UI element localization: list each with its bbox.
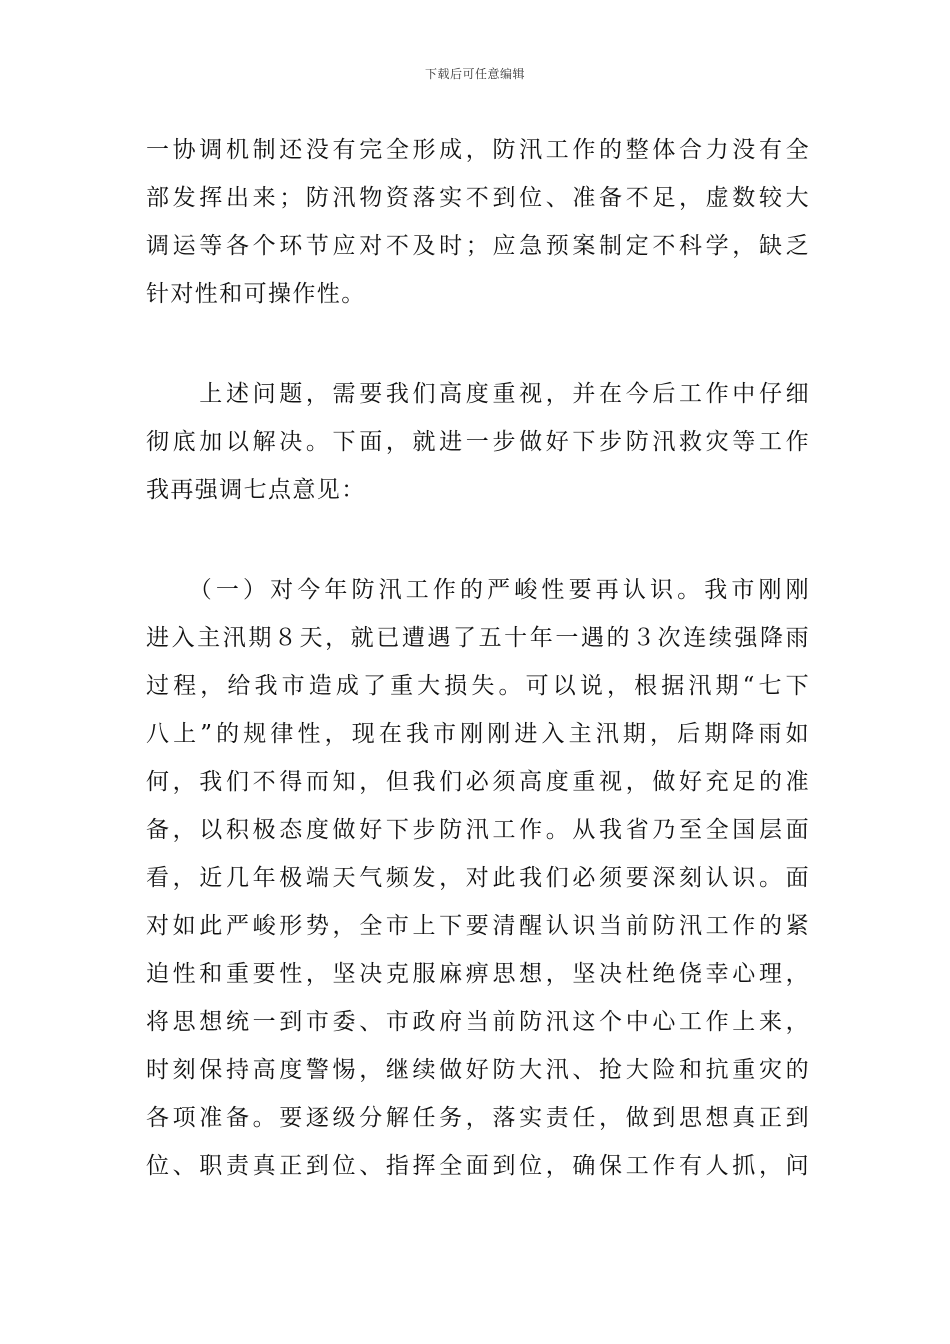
text-line: 一协调机制还没有完全形成，防汛工作的整体合力没有全 bbox=[146, 137, 810, 163]
page-header: 下载后可任意编辑 bbox=[424, 67, 525, 81]
document-body bbox=[146, 126, 810, 1238]
text-line: 时刻保持高度警惕，继续做好防大汛、抢大险和抗重灾的 bbox=[146, 1057, 810, 1083]
text-line: 何，我们不得而知，但我们必须高度重视，做好充足的准 bbox=[146, 769, 810, 795]
text-line: 将思想统一到市委、市政府当前防汛这个中心工作上来， bbox=[146, 1009, 810, 1035]
text-line: （一）对今年防汛工作的严峻性要再认识。我市刚刚 bbox=[146, 577, 810, 603]
text-line: 上述问题，需要我们高度重视，并在今后工作中仔细 bbox=[146, 381, 810, 407]
text-line bbox=[146, 1190, 810, 1238]
text-line: 看，近几年极端天气频发，对此我们必须要深刻认识。面 bbox=[146, 865, 810, 891]
text-line: 进入主汛期８天，就已遭遇了五十年一遇的３次连续强降雨 bbox=[146, 625, 810, 651]
text-line: 部发挥出来；防汛物资落实不到位、准备不足，虚数较大 bbox=[146, 185, 810, 211]
text-line: 彻底加以解决。下面，就进一步做好下步防汛救灾等工作 bbox=[146, 429, 810, 455]
paragraph-gap bbox=[146, 318, 810, 370]
text-line: 调运等各个环节应对不及时；应急预案制定不科学，缺乏 bbox=[146, 233, 810, 259]
text-line: 迫性和重要性，坚决克服麻痹思想，坚决杜绝侥幸心理， bbox=[146, 961, 810, 987]
paragraph-1 bbox=[146, 126, 810, 318]
text-line: 针对性和可操作性。 bbox=[146, 281, 366, 307]
text-line: 我再强调七点意见： bbox=[146, 477, 366, 503]
paragraph-3 bbox=[146, 566, 810, 1238]
text-line: 备，以积极态度做好下步防汛工作。从我省乃至全国层面 bbox=[146, 817, 810, 843]
text-line: 过程，给我市造成了重大损失。可以说，根据汛期“七下 bbox=[146, 673, 810, 699]
text-line: 位、职责真正到位、指挥全面到位，确保工作有人抓，问 bbox=[146, 1153, 810, 1179]
paragraph-gap bbox=[146, 514, 810, 566]
text-line: 八上”的规律性，现在我市刚刚进入主汛期，后期降雨如 bbox=[146, 721, 810, 747]
text-line: 对如此严峻形势，全市上下要清醒认识当前防汛工作的紧 bbox=[146, 913, 810, 939]
paragraph-2 bbox=[146, 370, 810, 514]
text-line: 各项准备。要逐级分解任务，落实责任，做到思想真正到 bbox=[146, 1105, 810, 1131]
